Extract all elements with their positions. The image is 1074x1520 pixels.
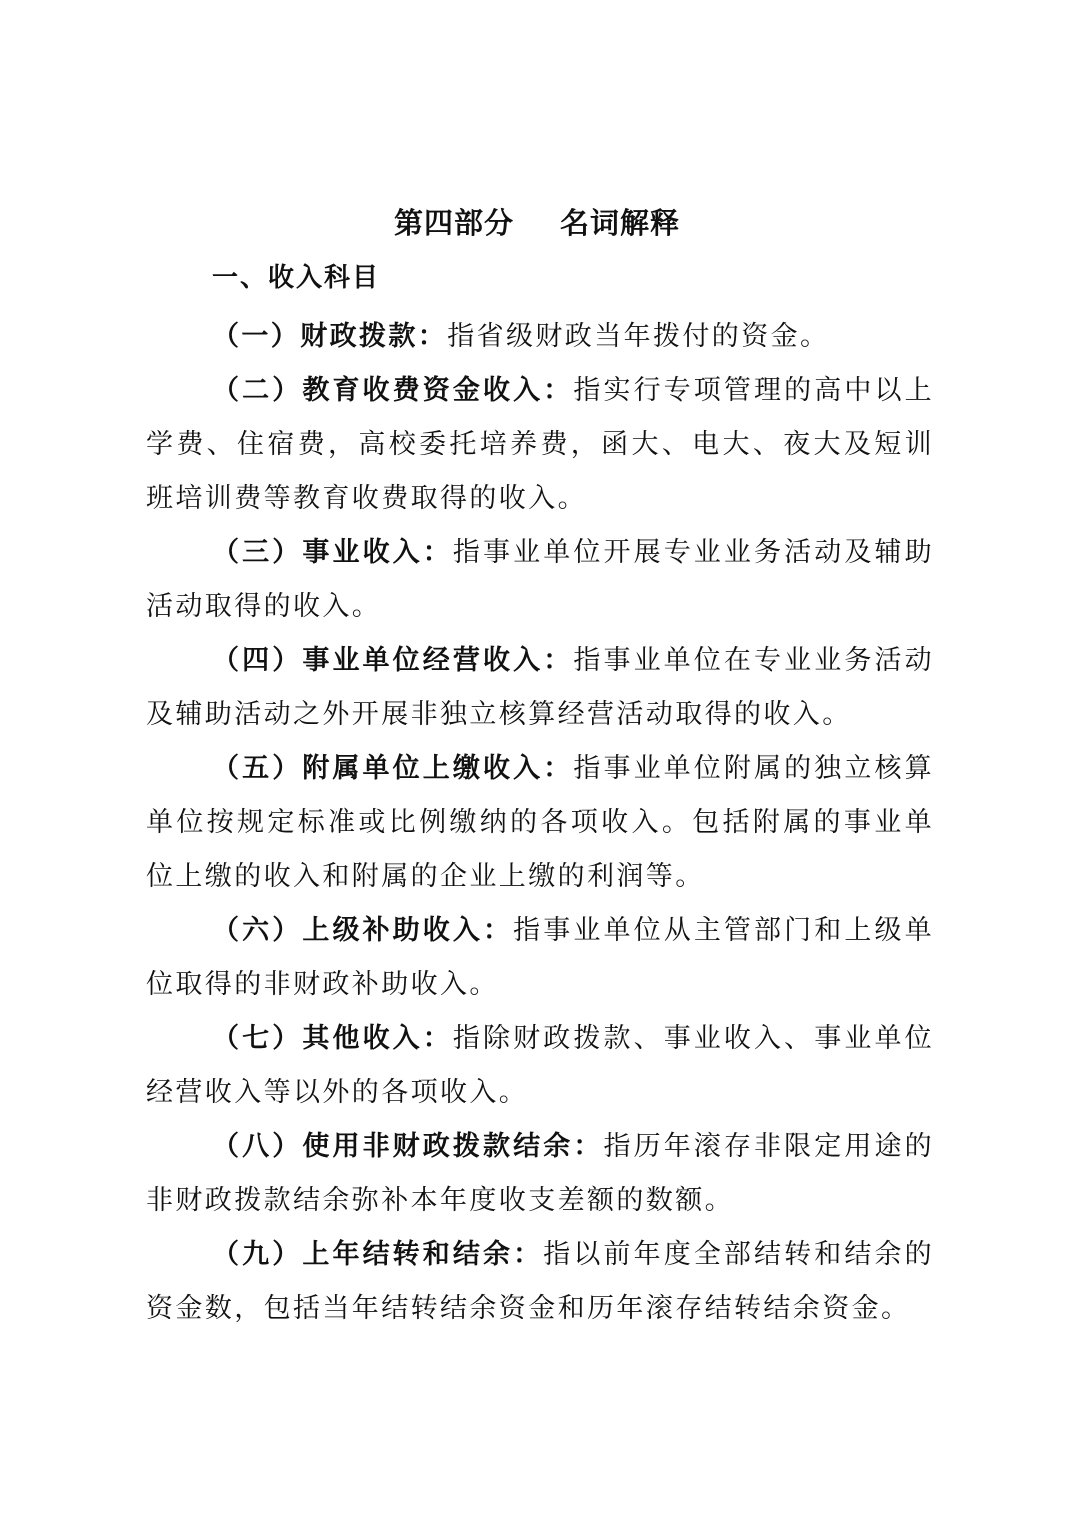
definition-text: 指事业单位在专业业务活动及辅助活动之外开展非独立核算经营活动取得的收入。 (146, 645, 934, 730)
definition-item (146, 904, 934, 1012)
section-heading: 一、收入科目 (212, 263, 381, 293)
definition-text: 指除财政拨款、事业收入、事业单位经营收入等以外的各项收入。 (146, 1023, 934, 1108)
definition-item (146, 1228, 934, 1336)
title-name: 名词解释 (560, 206, 681, 240)
definition-term: （五）附属单位上缴收入： (212, 753, 574, 784)
definition-item (146, 1012, 934, 1120)
definition-text: 指省级财政当年拨付的资金。 (447, 321, 830, 352)
definition-term: （二）教育收费资金收入： (212, 375, 574, 406)
definition-item (146, 310, 934, 364)
definition-item (146, 634, 934, 742)
definition-text: 指历年滚存非限定用途的非财政拨款结余弥补本年度收支差额的数额。 (146, 1131, 934, 1216)
definition-term: （七）其他收入： (212, 1023, 453, 1054)
definition-term: （六）上级补助收入： (212, 915, 514, 946)
definition-term: （三）事业收入： (212, 537, 453, 568)
definition-term: （一）财政拨款： (212, 321, 448, 352)
definition-term: （八）使用非财政拨款结余： (212, 1131, 604, 1162)
definition-text: 指事业单位开展专业业务活动及辅助活动取得的收入。 (146, 537, 934, 622)
definition-text: 指实行专项管理的高中以上学费、住宿费，高校委托培养费，函大、电大、夜大及短训班培训费等教育收费取得的收入。 (146, 375, 934, 514)
definition-text: 指事业单位附属的独立核算单位按规定标准或比例缴纳的各项收入。包括附属的事业单位上缴的收入和附属的企业上缴的利润等。 (146, 753, 934, 892)
definitions-list (146, 310, 934, 1336)
definition-term: （四）事业单位经营收入： (212, 645, 574, 676)
definition-item (146, 742, 934, 904)
definition-text: 指事业单位从主管部门和上级单位取得的非财政补助收入。 (146, 915, 935, 1000)
title-part: 第四部分 (393, 206, 514, 240)
definition-item (146, 364, 934, 526)
definition-item (146, 526, 934, 634)
definition-item (146, 1120, 934, 1228)
page-title (0, 198, 1074, 248)
definition-term: （九）上年结转和结余： (212, 1239, 544, 1270)
definition-text: 指以前年度全部结转和结余的资金数，包括当年结转结余资金和历年滚存结转结余资金。 (146, 1239, 935, 1324)
